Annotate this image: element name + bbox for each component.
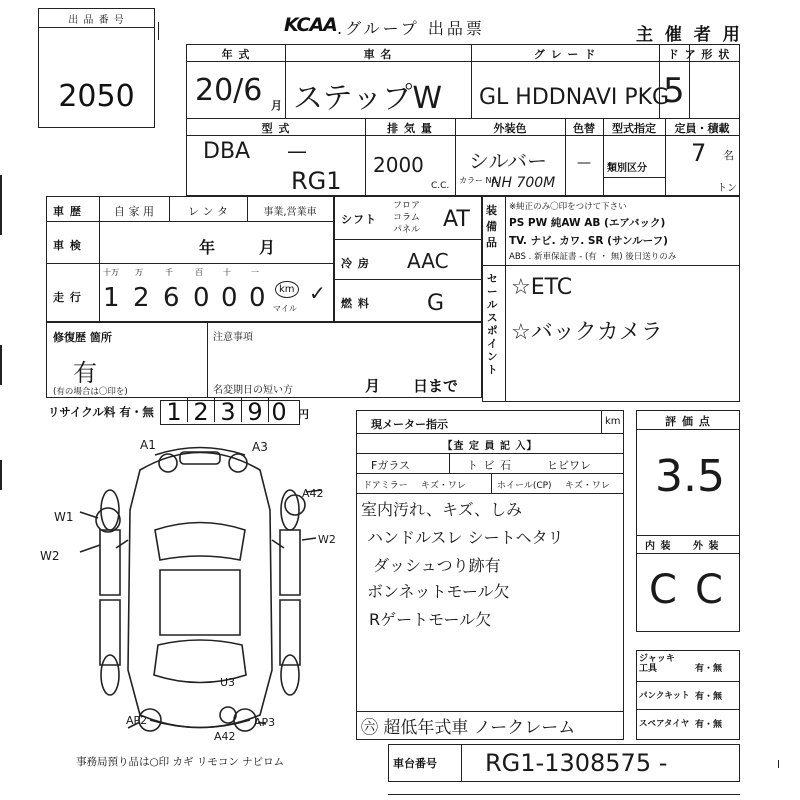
lot-number-label: 出 品 番 号 [68,15,125,26]
meter-unit: km [605,416,621,427]
diagram-label: A1 [140,438,156,452]
recycle-digit: 0 [271,398,287,426]
interior-label: 内 装 [645,541,672,552]
diagram-label: U3 [220,676,236,689]
inspector-label: 【査 定 員 記 入】 [442,441,538,452]
displacement-label: 排 気 量 [387,122,433,135]
chassis-label: 車台番号 [393,757,437,770]
history-private: 自 家 用 [114,205,154,218]
grade: GL HDDNAVI PKG [479,85,670,110]
class-label: 類別区分 [607,163,647,174]
grade-label: グ レ ー ド [533,48,597,61]
exterior-label: 外 装 [693,541,720,552]
history-label: 車 歴 [53,205,82,218]
kcaa-logo: KCAA [284,14,337,36]
model-code: RG1 [291,167,342,195]
inspector-note: ハンドルスレ シートヘタリ [367,528,564,547]
recycle-fee-unit: 円 [298,408,309,421]
vehicle-row-2 [186,118,740,196]
damage-mark-u3 [220,707,236,723]
shift-column: コラム [393,213,420,223]
caution-label: 注意事項 [213,332,253,343]
repair-label: 修復歴 箇所 [53,331,112,344]
mileage-digit: 2 [133,283,150,313]
vehicle-detail-block [46,196,334,322]
organizer-label: 主 催 者 用 [636,25,743,45]
diagram-label: A42 [302,487,324,500]
mileage-unit-1k: 千 [165,268,173,277]
model-designation-label: 型式指定 [612,122,656,135]
diagram-label: W1 [54,510,74,524]
door-mirror-options: キズ・ワレ [421,481,466,491]
year-month-unit: 月 [271,99,282,112]
repair-note: (有の場合は〇印を) [53,387,128,397]
left-front-door [100,530,120,595]
shift-label: シフト [341,213,377,226]
windshield [155,523,245,561]
name-change-month: 月 [365,377,381,395]
score-label: 評 価 点 [665,415,711,428]
inspection-label: 車 検 [53,239,82,252]
wheel-options: キズ・ワレ [565,481,610,491]
office-note: 事務局預り品は○印 カギ リモコン ナビロム [76,756,285,768]
shift-panel: パネル [393,225,421,235]
model-label: 型 式 [261,122,291,135]
mileage-unit-100: 百 [195,268,203,277]
sales-point: ☆バックカメラ [511,320,663,345]
inspector-note: ダッシュつり跡有 [373,556,501,575]
score-value: 3.5 [655,451,725,502]
shift-value: AT [443,207,470,232]
damage-mark-w1 [96,508,120,532]
diagram-label: W2 [40,549,60,563]
capacity-label: 定員・積載 [674,122,730,135]
roof [160,570,240,635]
door-mirror-label: ドアミラー [363,481,408,491]
model-year: 20/6 [195,73,263,108]
leader-w2-right [302,538,316,540]
history-business: 事業,営業車 [263,207,317,218]
equipment-line-2: TV. ナビ. カワ. SR (サンルーフ) [509,235,668,247]
car-body-outline [128,453,272,728]
mileage-check: ✓ [309,281,326,305]
aircon-label: 冷 房 [341,257,370,270]
aircon-value: AAC [407,249,449,273]
car-name: ステップW [293,81,443,116]
color-name: シルバー [469,149,548,173]
mileage-unit-10: 十 [223,268,231,277]
shift-floor: フロア [393,201,421,211]
model-dash: — [287,139,307,163]
miles-label: マイル [273,304,297,313]
color-change-value: — [577,155,591,171]
lot-number-box [38,8,155,128]
leader-w1 [80,512,98,518]
spare-tire-label: スペアタイヤ [639,719,690,729]
stone-chip-label: ト ビ 石 [467,459,512,472]
right-mirror [272,540,284,548]
cc-unit: C.C. [431,181,450,191]
f-glass-label: Fガラス [371,459,410,472]
car-name-label: 車 名 [363,48,393,61]
tools-block [636,650,740,740]
diagram-label: AP2 [126,714,148,727]
recycle-digit: 3 [215,398,242,422]
right-front-door [280,530,300,595]
name-change-label: 名変期日の短い方 [213,385,293,396]
equipment-line-1: PS PW 純AW AB (エアバック) [509,217,666,229]
damage-mark-a3 [229,454,247,472]
sales-points-label: セールスポイント [487,273,498,376]
lot-number: 2050 [58,79,135,114]
mileage-unit-1: 一 [251,268,259,277]
inspector-block [356,410,624,740]
chassis-number: RG1-1308575 - [485,749,668,777]
equipment-label: 装 備 品 [486,204,498,249]
diagram-label: A3 [252,440,268,454]
mileage-digit: 0 [249,283,266,313]
chassis-block [388,744,740,782]
mileage-digit: 6 [163,283,180,313]
repair-value: 有 [73,359,97,387]
puncture-kit-options: 有・無 [695,692,723,702]
inspector-note: Rゲートモール欠 [369,610,492,629]
score-block [636,410,740,632]
ton-unit: トン [717,183,737,194]
recycle-digit: 1 [161,398,188,422]
spare-tire-options: 有・無 [695,720,723,730]
equipment-sales-block [482,196,740,402]
recycle-fee-box [160,400,300,425]
mileage-digit: 0 [221,283,238,313]
color-no: NH 700M [491,175,556,191]
right-rear-wheel [281,655,299,695]
jack-label: ジャッキ 工具 [639,654,675,674]
recycle-fee-label: リサイクル料 有・無 [48,405,154,419]
ext-color-label: 外装色 [493,122,527,135]
inspector-note: ボンネットモール欠 [367,582,510,601]
history-rental: レ ン タ [188,205,228,218]
displacement: 2000 [373,153,424,177]
doors-type-label: ド ア 形 状 [667,48,731,61]
drivetrain-block [334,196,482,322]
fuel-value: G [427,291,445,316]
diagram-label: A42 [214,730,236,743]
year-label: 年 式 [221,48,251,61]
diagram-label: W2 [318,533,336,546]
mileage-label: 走 行 [53,291,82,304]
meter-label: 現メーター指示 [371,418,448,431]
name-change-day: 日まで [413,377,459,395]
km-circled: km [275,281,299,298]
recycle-digit: 9 [242,398,269,422]
recycle-digit: 2 [188,398,215,422]
mileage-unit-100k: 十万 [103,268,119,277]
inspection-month-unit: 月 [259,238,276,257]
capacity-unit: 名 [723,149,734,162]
mileage-unit-10k: 万 [135,268,143,277]
left-front-wheel [101,490,119,530]
doors: 5 [663,71,685,111]
crack-label: ヒビワレ [547,459,591,472]
wheel-label: ホイール(CP) [497,481,552,491]
jack-options: 有・無 [695,664,723,674]
exterior-grade: C [695,567,723,613]
color-change-label: 色替 [573,122,595,135]
mileage-digit: 1 [103,283,120,313]
inspection-year-unit: 年 [199,238,216,257]
repair-caution-block [46,322,482,398]
mileage-digit: 0 [193,283,210,313]
equipment-line-3: ABS . 新車保証書 - (有 ・ 無) 後日送りのみ [509,252,677,262]
sheet-title: .グループ 出品票 [337,19,485,38]
puncture-kit-label: パンクキット [639,691,690,701]
model-prefix: DBA [203,139,251,164]
left-mirror [116,540,128,548]
inspector-footer-note: ㊅ 超低年式車 ノークレーム [361,718,576,738]
equipment-note: ※純正のみ〇印をつけて下さい [509,202,627,212]
vehicle-row-1 [186,44,740,119]
fuel-label: 燃 料 [341,297,370,310]
inspector-note: 室内汚れ、キズ、しみ [361,500,523,519]
capacity: 7 [691,139,707,167]
sales-point: ☆ETC [511,275,573,300]
leader-w2-left [80,545,100,552]
car-damage-diagram [40,430,360,750]
color-no-label: カラー No. [459,176,499,185]
diagram-label: AP3 [254,716,276,729]
left-rear-wheel [101,655,119,695]
interior-grade: C [649,567,677,613]
